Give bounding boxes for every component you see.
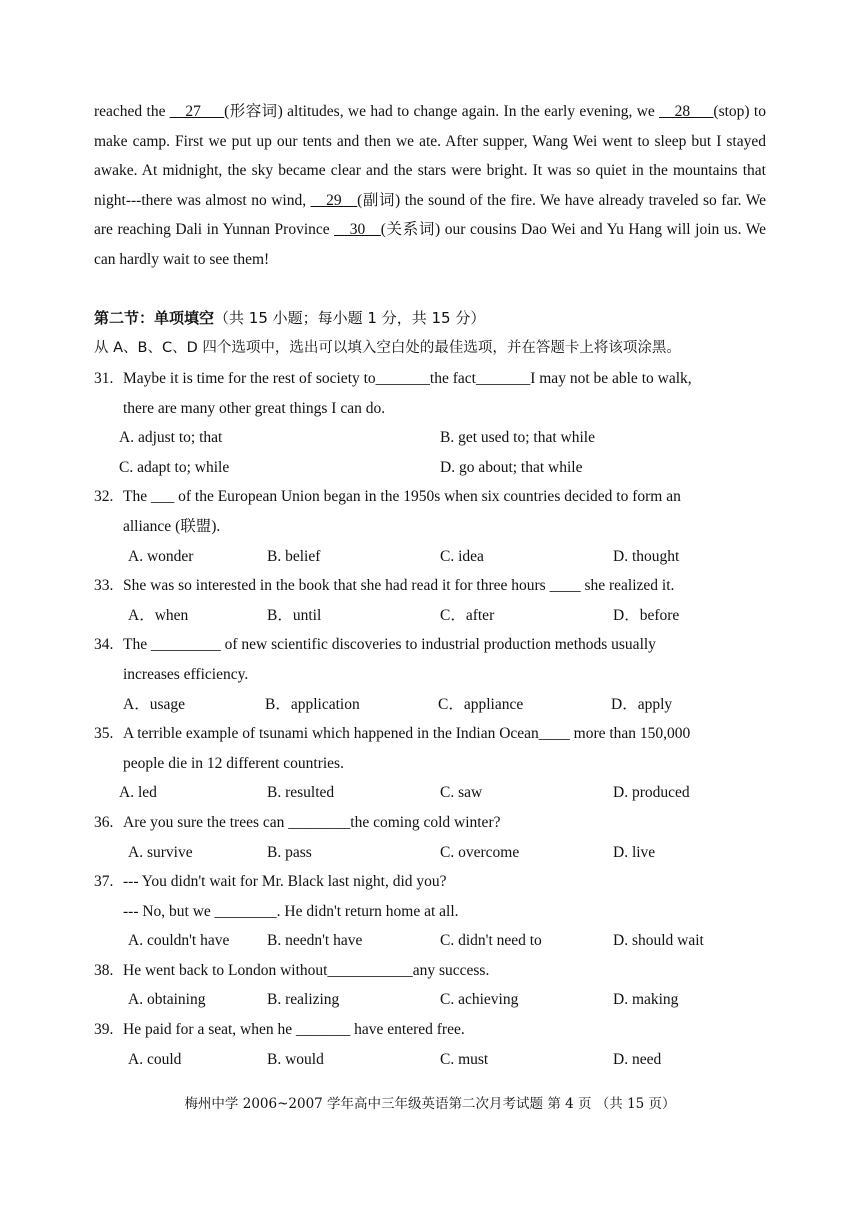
options-row xyxy=(94,778,766,808)
option-d[interactable]: D. thought xyxy=(613,547,680,565)
option-c[interactable]: C. didn't need to xyxy=(440,932,542,950)
question-line xyxy=(94,482,766,512)
option-b[interactable]: B．application xyxy=(265,695,360,713)
question-line xyxy=(94,867,766,897)
question-line xyxy=(94,956,766,986)
question-36 xyxy=(94,808,766,867)
option-b[interactable]: B. resulted xyxy=(267,784,335,802)
options-row xyxy=(94,1045,766,1075)
question-indent xyxy=(94,897,123,927)
question-text: A terrible example of tsunami which happened in the Indian Ocean____ more than 150,000 xyxy=(123,725,691,743)
option-a[interactable]: A. could xyxy=(128,1050,182,1068)
option-d[interactable]: D. need xyxy=(613,1050,662,1068)
option-b[interactable]: B．until xyxy=(267,606,322,624)
question-line xyxy=(94,660,766,690)
section-heading xyxy=(94,304,485,334)
options-row xyxy=(94,601,766,631)
passage-text: (stop) to make camp. First we put up our tents and then we ate. After supper, Wang Wei went to sleep but I stayed awake. At midnight, the sky became clear and the stars were bright. It was so quiet in the mountains that night---there was almost no wind, xyxy=(94,103,766,209)
question-indent xyxy=(94,394,123,424)
passage-text: (关系词) our cousins Dao Wei and Yu Hang will join us. We can hardly wait to see them! xyxy=(94,221,767,268)
blank-30: __30__ xyxy=(334,221,381,238)
question-text: The ___ of the European Union began in the 1950s when six countries decided to form an xyxy=(123,488,681,506)
question-number: 37. xyxy=(94,873,114,891)
question-text: --- You didn't wait for Mr. Black last night, did you? xyxy=(123,873,447,891)
section-title: 第二节：单项填空 xyxy=(94,309,215,327)
question-number: 35. xyxy=(94,725,114,743)
question-39 xyxy=(94,1015,766,1074)
options-row xyxy=(94,985,766,1015)
option-c[interactable]: C．after xyxy=(440,606,495,624)
options-row xyxy=(94,926,766,956)
options-row xyxy=(94,838,766,868)
question-line xyxy=(94,512,766,542)
option-a[interactable]: A. survive xyxy=(128,843,193,861)
option-d[interactable]: D．apply xyxy=(611,695,673,713)
passage-text: (副词) the sound of the fire. We have already traveled so far. We are reaching Dali in Yunnan Province xyxy=(94,191,766,238)
question-number: 39. xyxy=(94,1021,114,1039)
question-line xyxy=(94,719,766,749)
question-indent xyxy=(94,749,123,779)
question-text: alliance (联盟). xyxy=(123,517,221,535)
option-c[interactable]: C. must xyxy=(440,1050,489,1068)
blank-29: __29__ xyxy=(310,191,358,209)
question-text: there are many other great things I can do. xyxy=(123,399,386,417)
blank-27: __27___ xyxy=(169,103,225,120)
question-34 xyxy=(94,630,766,719)
option-a[interactable]: A. couldn't have xyxy=(128,932,230,950)
question-indent xyxy=(94,660,123,690)
option-c[interactable]: C．appliance xyxy=(438,695,524,713)
question-line xyxy=(94,897,766,927)
option-c[interactable]: C. achieving xyxy=(440,991,519,1009)
question-line xyxy=(94,1015,766,1045)
option-d[interactable]: D. go about; that while xyxy=(440,458,583,476)
question-31 xyxy=(94,364,766,482)
option-c[interactable]: C. overcome xyxy=(440,843,520,861)
question-number: 36. xyxy=(94,813,114,831)
question-text: people die in 12 different countries. xyxy=(123,754,344,772)
question-number: 32. xyxy=(94,488,114,506)
question-text: He went back to London without___________any success. xyxy=(123,961,490,979)
question-line xyxy=(94,394,766,424)
option-a[interactable]: A. adjust to; that xyxy=(119,429,223,447)
question-33 xyxy=(94,571,766,630)
option-d[interactable]: D. making xyxy=(613,991,679,1009)
option-a[interactable]: A．usage xyxy=(123,695,185,713)
question-line xyxy=(94,808,766,838)
options-row xyxy=(94,423,766,453)
option-d[interactable]: D. live xyxy=(613,843,656,861)
option-b[interactable]: B. realizing xyxy=(267,991,340,1009)
question-37 xyxy=(94,867,766,956)
question-text: Maybe it is time for the rest of society to_______the fact_______I may not be able to walk, xyxy=(123,370,692,387)
question-text: He paid for a seat, when he _______ have entered free. xyxy=(123,1021,465,1039)
option-d[interactable]: D. should wait xyxy=(613,932,704,950)
option-d[interactable]: D．before xyxy=(613,606,680,624)
option-b[interactable]: B. needn't have xyxy=(267,932,363,950)
option-a[interactable]: A. obtaining xyxy=(128,991,206,1009)
cloze-passage xyxy=(94,97,766,274)
section-instruction: 从 A、B、C、D 四个选项中，选出可以填入空白处的最佳选项，并在答题卡上将该项涂黑。 xyxy=(94,340,681,356)
question-line xyxy=(94,571,766,601)
question-35 xyxy=(94,719,766,808)
option-b[interactable]: B. pass xyxy=(267,843,312,861)
question-list xyxy=(94,364,766,1074)
question-number: 38. xyxy=(94,961,114,979)
question-line xyxy=(94,364,766,394)
options-row xyxy=(94,453,766,483)
section-title-note: （共 15 小题；每小题 1 分，共 15 分） xyxy=(214,309,486,327)
options-row xyxy=(94,542,766,572)
question-text: increases efficiency. xyxy=(123,665,249,683)
passage-text: (形容词) altitudes, we had to change again. In the early evening, we xyxy=(224,103,660,120)
question-number: 34. xyxy=(94,636,114,654)
question-text: Are you sure the trees can ________the coming cold winter? xyxy=(123,813,501,831)
option-c[interactable]: C. idea xyxy=(440,547,484,565)
question-text: The _________ of new scientific discoveries to industrial production methods usually xyxy=(123,636,656,654)
option-c[interactable]: C. adapt to; while xyxy=(119,458,230,476)
passage-text: reached the xyxy=(94,103,170,120)
question-indent xyxy=(94,512,123,542)
option-a[interactable]: A. wonder xyxy=(128,547,194,565)
question-number: 33. xyxy=(94,577,114,595)
question-line xyxy=(94,630,766,660)
option-b[interactable]: B. get used to; that while xyxy=(440,429,595,447)
option-c[interactable]: C. saw xyxy=(440,784,483,802)
question-number: 31. xyxy=(94,370,114,387)
option-b[interactable]: B. would xyxy=(267,1050,324,1068)
question-32 xyxy=(94,482,766,571)
question-text: --- No, but we ________. He didn't return home at all. xyxy=(123,902,459,920)
option-a[interactable]: A．when xyxy=(128,606,189,624)
option-d[interactable]: D. produced xyxy=(613,784,690,802)
page-footer: 梅州中学 2006~2007 学年高中三年级英语第二次月考试题 第 4 页 （共 15 页） xyxy=(184,1096,676,1112)
options-row xyxy=(94,690,766,720)
question-text: She was so interested in the book that she had read it for three hours ____ she realized it. xyxy=(123,577,675,595)
blank-28: __28___ xyxy=(659,103,714,120)
question-line xyxy=(94,749,766,779)
question-38 xyxy=(94,956,766,1015)
option-a[interactable]: A. led xyxy=(119,784,157,802)
option-b[interactable]: B. belief xyxy=(267,547,321,565)
